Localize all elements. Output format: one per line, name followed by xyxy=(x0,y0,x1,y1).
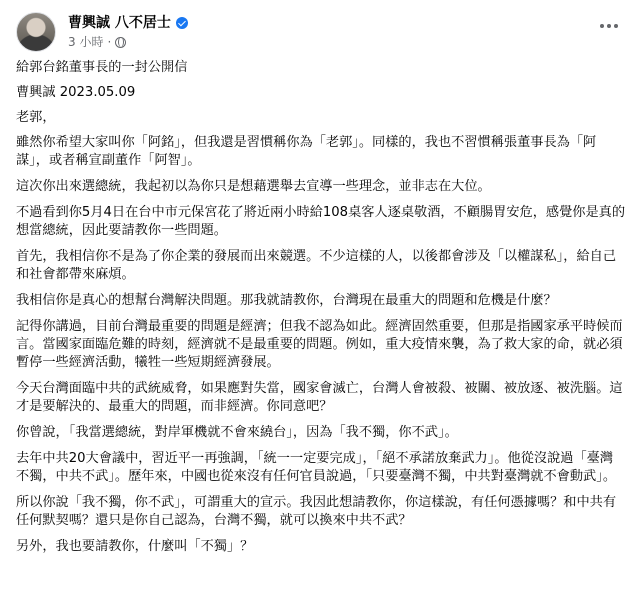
post-timestamp[interactable]: 3 小時 xyxy=(68,35,104,49)
paragraph: 這次你出來選總統，我起初以為你只是想藉選舉去宣導一些理念，並非志在大位。 xyxy=(16,179,491,194)
post-byline: 曹興誠 2023.05.09 xyxy=(16,85,136,100)
author-row xyxy=(68,14,188,32)
avatar[interactable] xyxy=(16,12,56,52)
more-dot-icon xyxy=(614,24,618,28)
more-dot-icon xyxy=(600,24,604,28)
salutation: 老郭， xyxy=(16,110,56,125)
paragraph: 首先，我相信你不是為了你企業的發展而出來競選。不少這樣的人，以後都會涉及「以權謀私」，給自己和社會都帶來麻煩。 xyxy=(16,249,617,282)
paragraph: 去年中共20大會議中，習近平一再強調，「統一一定要完成」，「絕不承諾放棄武力」。他從沒說過「臺灣不獨，中共不武」。歷年來，中國也從來沒有任何官員說過，「只要臺灣不獨，中共對臺灣就不會動武」。 xyxy=(16,451,617,484)
paragraph: 我相信你是真心的想幫台灣解決問題。那我就請教你，台灣現在最重大的問題和危機是什麼？ xyxy=(16,293,557,308)
paragraph: 所以你說「我不獨，你不武」，可謂重大的宣示。我因此想請教你，你這樣說，有任何憑據嗎？和中共有任何默契嗎？還只是你自己認為，台灣不獨，就可以換來中共不武？ xyxy=(16,495,617,528)
paragraph: 不過看到你5月4日在台中市元保宮花了將近兩小時給108桌客人逐桌敬酒，不顧腸胃安危，感覺你是真的想當總統，因此要請教你一些問題。 xyxy=(16,205,626,238)
paragraph: 今天台灣面臨中共的武統威脅，如果應對失當，國家會滅亡，台灣人會被殺、被關、被放逐、被洗腦。這才是要解決的、最重大的問題，而非經濟。你同意吧？ xyxy=(16,381,623,414)
post-body xyxy=(16,59,626,564)
paragraph: 你曾說，「我當選總統，對岸軍機就不會來繞台」，因為「我不獨，你不武」。 xyxy=(16,425,458,440)
author-name[interactable]: 曹興誠 八不居士 xyxy=(68,15,171,31)
paragraph: 雖然你希望大家叫你「阿銘」，但我還是習慣稱你為「老郭」。同樣的，我也不習慣稱張董事長為「阿謀」，或者稱宣副董作「阿智」。 xyxy=(16,135,597,168)
post-meta xyxy=(68,34,126,50)
more-dot-icon xyxy=(607,24,611,28)
verified-badge-icon xyxy=(176,17,188,29)
paragraph: 記得你講過，目前台灣最重要的問題是經濟；但我不認為如此。經濟固然重要，但那是指國家承平時候而言。當國家面臨危難的時刻，經濟就不是最重要的問題。例如，重大疫情來襲，為了救大家的命，就必須暫停一些經濟活動，犧牲一些短期經濟發展。 xyxy=(16,319,623,370)
paragraph: 另外，我也要請教你，什麼叫「不獨」？ xyxy=(16,539,254,554)
post-options-button[interactable] xyxy=(597,16,621,36)
post-header xyxy=(16,12,621,56)
post-title: 給郭台銘董事長的一封公開信 xyxy=(16,60,188,75)
globe-icon[interactable] xyxy=(115,37,126,48)
meta-separator: · xyxy=(107,35,112,49)
